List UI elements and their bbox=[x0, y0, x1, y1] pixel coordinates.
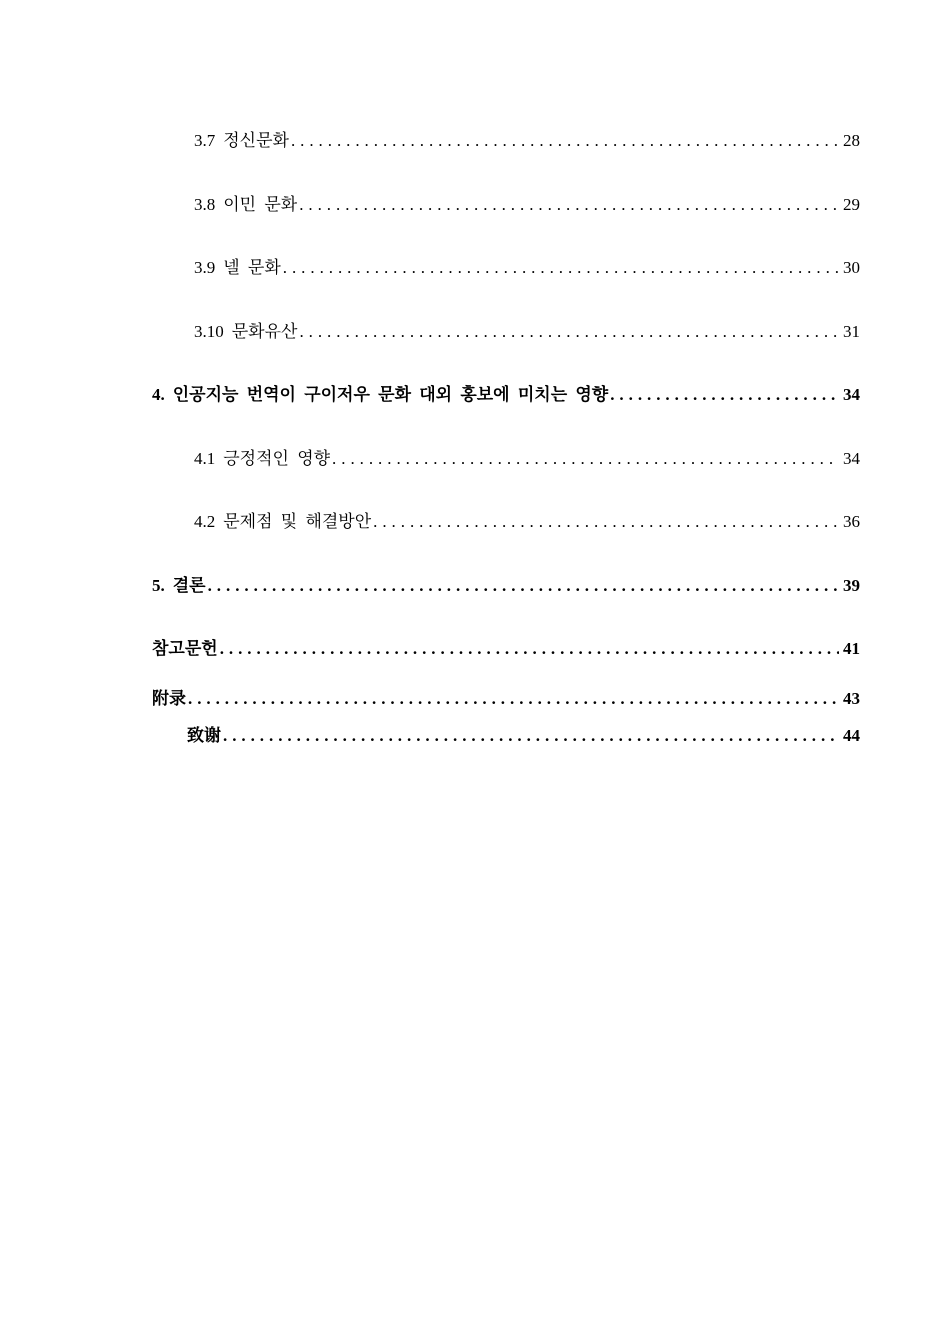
toc-entry-label: 致谢 bbox=[187, 723, 221, 749]
toc-leader-dots bbox=[297, 319, 839, 345]
toc-entry-label: 넬 문화 bbox=[223, 258, 281, 277]
toc-entry-3-10 bbox=[152, 319, 860, 345]
toc-entry-label: 문제점 및 해결방안 bbox=[223, 512, 372, 531]
toc-entry-label: 정신문화 bbox=[223, 131, 289, 150]
toc-leader-dots bbox=[297, 192, 839, 218]
toc-page-number: 44 bbox=[839, 723, 860, 749]
toc-page-number: 29 bbox=[839, 192, 860, 218]
toc-entry-label: 附录 bbox=[152, 686, 186, 712]
toc-entry-label: 결론 bbox=[172, 576, 206, 595]
toc-leader-dots bbox=[608, 382, 839, 408]
toc-entry-title bbox=[152, 573, 206, 599]
toc-leader-dots bbox=[281, 255, 839, 281]
toc-page-number: 34 bbox=[839, 446, 860, 472]
toc-entry-title bbox=[194, 128, 289, 154]
toc-entry-3-7 bbox=[152, 128, 860, 154]
toc-page-number: 41 bbox=[839, 636, 860, 662]
toc-page-number: 34 bbox=[839, 382, 860, 408]
toc-leader-dots bbox=[330, 446, 839, 472]
toc-entry-label: 문화유산 bbox=[231, 322, 298, 341]
toc-entry-title bbox=[194, 255, 281, 281]
toc-entry-5 bbox=[152, 573, 860, 599]
toc-entry-number: 4.2 bbox=[194, 512, 216, 531]
toc-leader-dots bbox=[206, 573, 839, 599]
toc-entry-title bbox=[194, 319, 297, 345]
toc-entry-number: 3.7 bbox=[194, 131, 216, 150]
toc-entry-number: 3.8 bbox=[194, 195, 216, 214]
toc-page-number: 43 bbox=[839, 686, 860, 712]
toc-entry-4 bbox=[152, 382, 860, 408]
toc-entry-title bbox=[194, 509, 371, 535]
toc-leader-dots bbox=[371, 509, 839, 535]
toc-leader-dots bbox=[186, 686, 839, 712]
toc-entry-title bbox=[194, 446, 330, 472]
toc-page-number: 31 bbox=[839, 319, 860, 345]
toc-entry-number: 4.1 bbox=[194, 449, 216, 468]
toc-entry-label: 인공지능 번역이 구이저우 문화 대외 홍보에 미치는 영향 bbox=[172, 385, 609, 404]
toc-entry-number: 3.9 bbox=[194, 258, 216, 277]
toc-entry-appendix bbox=[152, 686, 860, 712]
toc-entry-label: 긍정적인 영향 bbox=[223, 449, 331, 468]
toc-page-number: 36 bbox=[839, 509, 860, 535]
toc-page-number: 28 bbox=[839, 128, 860, 154]
toc-leader-dots bbox=[289, 128, 839, 154]
toc-entry-label: 참고문헌 bbox=[152, 636, 218, 662]
toc-entry-4-1 bbox=[152, 446, 860, 472]
toc-entry-number: 4. bbox=[152, 385, 165, 404]
toc-leader-dots bbox=[221, 723, 839, 749]
toc-entry-references bbox=[152, 636, 860, 662]
toc-page-number: 39 bbox=[839, 573, 860, 599]
toc-entry-title bbox=[194, 192, 297, 218]
toc-leader-dots bbox=[218, 636, 839, 662]
toc-entry-acknowledgements bbox=[152, 723, 860, 749]
toc-entry-label: 이민 문화 bbox=[223, 195, 298, 214]
toc-entry-4-2 bbox=[152, 509, 860, 535]
toc-entry-3-9 bbox=[152, 255, 860, 281]
toc-entry-number: 3.10 bbox=[194, 322, 224, 341]
toc-page-number: 30 bbox=[839, 255, 860, 281]
toc-entry-title bbox=[152, 382, 608, 408]
toc-entry-3-8 bbox=[152, 192, 860, 218]
toc-entry-number: 5. bbox=[152, 576, 165, 595]
